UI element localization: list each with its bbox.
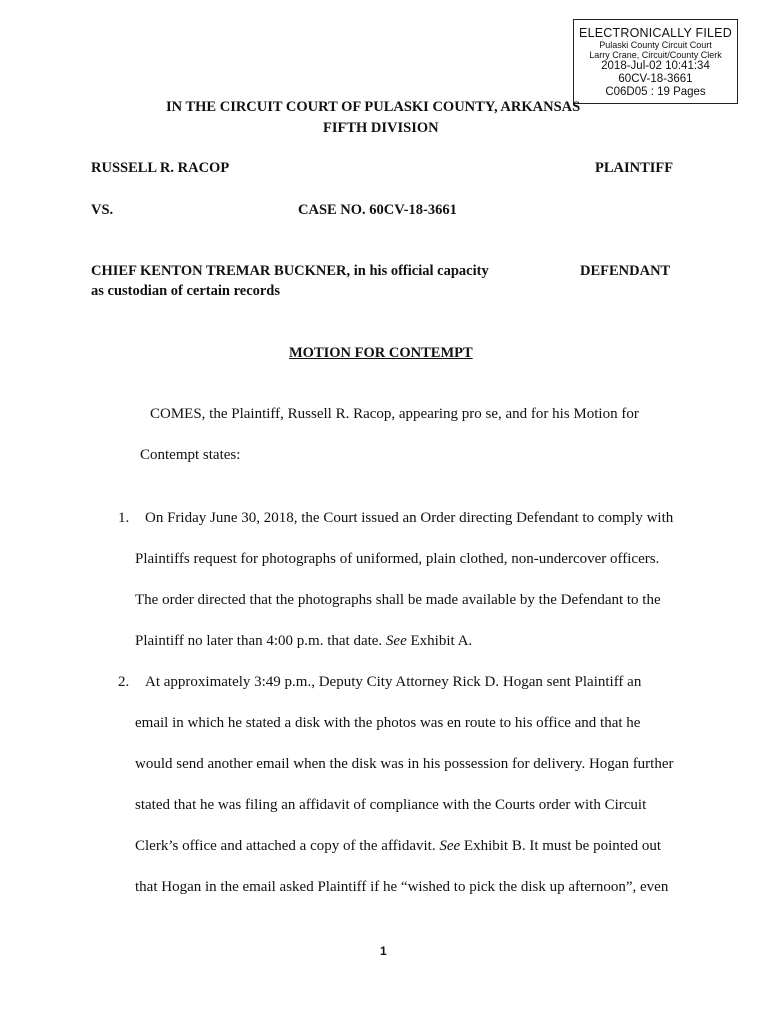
paragraph-1-line-4-text: Plaintiff no later than 4:00 p.m. that date. bbox=[135, 633, 386, 649]
plaintiff-name: RUSSELL R. RACOP bbox=[91, 160, 230, 176]
court-heading: IN THE CIRCUIT COURT OF PULASKI COUNTY, ARKANSAS bbox=[166, 99, 581, 115]
intro-line-1: COMES, the Plaintiff, Russell R. Racop, appearing pro se, and for his Motion for bbox=[150, 406, 639, 422]
stamp-pages: C06D05 : 19 Pages bbox=[605, 86, 706, 98]
paragraph-2-line-5 bbox=[135, 838, 661, 855]
versus-label: VS. bbox=[91, 202, 114, 218]
paragraph-2-line-6: that Hogan in the email asked Plaintiff if he “wished to pick the disk up afternoon”, even bbox=[135, 879, 669, 895]
stamp-title: ELECTRONICALLY FILED bbox=[579, 26, 732, 40]
stamp-clerk: Larry Crane, Circuit/County Clerk bbox=[589, 50, 722, 60]
exhibit-b-reference: Exhibit B. It must be pointed out bbox=[460, 838, 661, 854]
stamp-datetime: 2018-Jul-02 10:41:34 bbox=[601, 60, 710, 72]
paragraph-1-line-4 bbox=[135, 633, 472, 650]
exhibit-a-reference: Exhibit A. bbox=[406, 633, 473, 649]
stamp-case-number: 60CV-18-3661 bbox=[618, 73, 693, 85]
see-signal: See bbox=[385, 633, 407, 649]
case-number: CASE NO. 60CV-18-3661 bbox=[298, 202, 457, 218]
defendant-role: DEFENDANT bbox=[580, 263, 671, 279]
paragraph-2-line-1: At approximately 3:49 p.m., Deputy City Attorney Rick D. Hogan sent Plaintiff an bbox=[145, 674, 642, 690]
defendant-capacity: as custodian of certain records bbox=[91, 283, 281, 299]
stamp-court: Pulaski County Circuit Court bbox=[599, 40, 712, 50]
paragraph-2-line-4: stated that he was filing an affidavit of compliance with the Courts order with Circuit bbox=[135, 797, 647, 813]
division-heading: FIFTH DIVISION bbox=[323, 120, 439, 136]
efiling-stamp bbox=[573, 19, 738, 104]
paragraph-2-line-5-text: Clerk’s office and attached a copy of the affidavit. bbox=[135, 838, 440, 854]
motion-title: MOTION FOR CONTEMPT bbox=[289, 345, 473, 361]
page-number: 1 bbox=[380, 944, 387, 958]
paragraph-1-line-1: On Friday June 30, 2018, the Court issued an Order directing Defendant to comply with bbox=[145, 510, 674, 526]
paragraph-1-line-3: The order directed that the photographs shall be made available by the Defendant to the bbox=[135, 592, 661, 608]
paragraph-2-number: 2. bbox=[118, 674, 130, 690]
paragraph-1-line-2: Plaintiffs request for photographs of uniformed, plain clothed, non-undercover officers. bbox=[135, 551, 660, 567]
paragraph-1-number: 1. bbox=[118, 510, 130, 526]
paragraph-2-line-2: email in which he stated a disk with the photos was en route to his office and that he bbox=[135, 715, 641, 731]
see-signal: See bbox=[439, 838, 461, 854]
plaintiff-role: PLAINTIFF bbox=[595, 160, 674, 176]
paragraph-2-line-3: would send another email when the disk was in his possession for delivery. Hogan further bbox=[135, 756, 674, 772]
intro-line-2: Contempt states: bbox=[140, 447, 241, 463]
defendant-name: CHIEF KENTON TREMAR BUCKNER, in his official capacity bbox=[91, 263, 489, 279]
